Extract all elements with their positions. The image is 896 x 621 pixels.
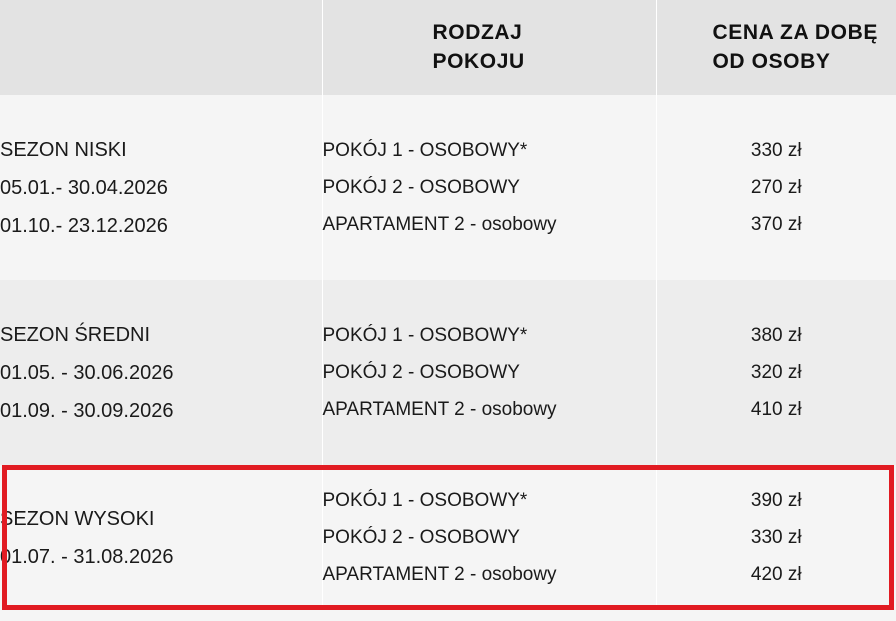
table-bottom-spacer [0, 610, 896, 621]
header-room-type-line1: RODZAJ [432, 20, 523, 44]
season-date: 01.10.- 23.12.2026 [0, 214, 168, 237]
room-type: POKÓJ 2 - OSOBOWY [322, 176, 520, 198]
prices-cell [656, 280, 896, 465]
rooms-cell [322, 465, 656, 610]
season-cell [0, 465, 322, 610]
room-type: APARTAMENT 2 - osobowy [322, 564, 557, 586]
room-type: POKÓJ 1 - OSOBOWY* [322, 324, 528, 346]
table-row-highlighted [0, 465, 896, 610]
room-type: POKÓJ 1 - OSOBOWY* [322, 489, 528, 511]
price-value: 370 zł [750, 214, 802, 236]
price-value: 420 zł [750, 564, 802, 586]
table-row [0, 95, 896, 280]
price-value: 390 zł [750, 489, 802, 511]
season-cell [0, 95, 322, 280]
rooms-cell [322, 95, 656, 280]
table-row [0, 280, 896, 465]
price-value: 330 zł [750, 139, 802, 161]
season-name: SEZON WYSOKI [0, 507, 155, 530]
room-type: POKÓJ 2 - OSOBOWY [322, 526, 520, 548]
rooms-cell [322, 280, 656, 465]
price-value: 270 zł [750, 176, 802, 198]
room-type: POKÓJ 2 - OSOBOWY [322, 361, 520, 383]
header-cell-room-type [322, 0, 656, 95]
price-value: 410 zł [750, 399, 802, 421]
season-date: 05.01.- 30.04.2026 [0, 176, 168, 199]
season-name: SEZON ŚREDNI [0, 323, 151, 346]
spacer-cell [656, 610, 896, 621]
price-value: 330 zł [750, 526, 802, 548]
table-header-row [0, 0, 896, 95]
room-type: APARTAMENT 2 - osobowy [322, 214, 557, 236]
spacer-cell [322, 610, 656, 621]
price-value: 380 zł [750, 324, 802, 346]
header-room-type-line2: POKOJU [432, 49, 525, 73]
season-date: 01.07. - 31.08.2026 [0, 545, 174, 568]
header-cell-price [656, 0, 896, 95]
price-value: 320 zł [750, 361, 802, 383]
header-price-line1: CENA ZA DOBĘ [712, 20, 878, 44]
header-price-line2: OD OSOBY [712, 49, 831, 73]
season-date: 01.09. - 30.09.2026 [0, 399, 174, 422]
room-type: POKÓJ 1 - OSOBOWY* [322, 139, 528, 161]
prices-cell [656, 465, 896, 610]
season-cell [0, 280, 322, 465]
spacer-cell [0, 610, 322, 621]
prices-cell [656, 95, 896, 280]
season-name: SEZON NISKI [0, 138, 127, 161]
header-cell-empty [0, 0, 322, 95]
season-date: 01.05. - 30.06.2026 [0, 361, 174, 384]
room-type: APARTAMENT 2 - osobowy [322, 399, 557, 421]
